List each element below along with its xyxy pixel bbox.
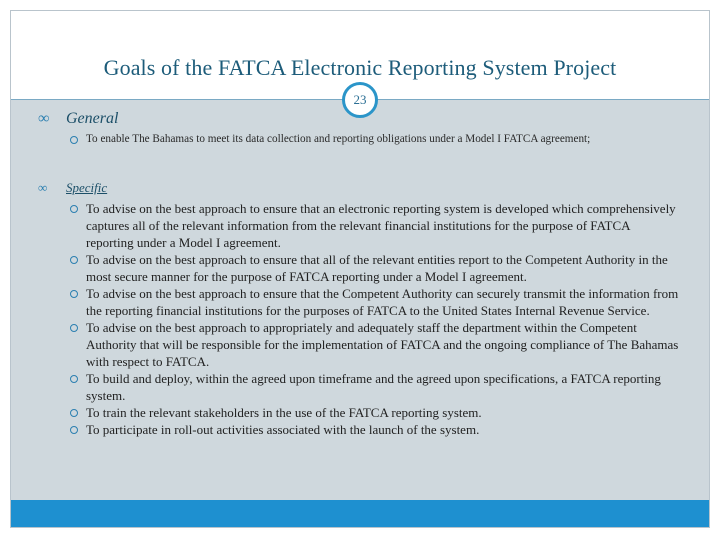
- section-heading-specific: [38, 180, 108, 196]
- list-item: [70, 319, 680, 370]
- ring-bullet-icon: [70, 426, 78, 434]
- ring-bullet-icon: [70, 409, 78, 417]
- list-item-text: To build and deploy, within the agreed upon timeframe and the agreed upon specifications, a FATCA reporting system.: [86, 371, 661, 403]
- list-item-text: To advise on the best approach to ensure that an electronic reporting system is developed which comprehensively captures all of the relevant information from the relevant financial institutions for the purpose of FATCA reporting under a Model I agreement.: [86, 201, 676, 250]
- list-item-text: To train the relevant stakeholders in the use of the FATCA reporting system.: [86, 405, 482, 420]
- bullet-icon: ∞: [38, 180, 48, 195]
- section-heading-text: Specific: [66, 180, 108, 195]
- footer-bar: [11, 500, 709, 527]
- slide-title: Goals of the FATCA Electronic Reporting System Project: [103, 55, 617, 80]
- list-item-text: To enable The Bahamas to meet its data collection and reporting obligations under a Model I FATCA agreement;: [86, 133, 591, 145]
- page-number-badge: 23: [342, 82, 378, 118]
- list-item: [70, 285, 680, 319]
- list-item-text: To advise on the best approach to ensure that all of the relevant entities report to the Competent Authority in the most secure manner for the purpose of FATCA reporting under a Model I agreement.: [86, 252, 668, 284]
- ring-bullet-icon: [70, 136, 78, 144]
- list-item-text: To advise on the best approach to appropriately and adequately staff the department within the Competent Authority that will be responsible for the implementation of FATCA and the ongoing compliance of The Bahamas with respect to FATCA.: [86, 320, 679, 369]
- list-item: [70, 421, 680, 438]
- general-list: [70, 132, 680, 147]
- ring-bullet-icon: [70, 375, 78, 383]
- list-item-text: To advise on the best approach to ensure that the Competent Authority can securely transmit the information from the reporting financial institutions for the purposes of FATCA to the United States Internal Revenue Service.: [86, 286, 679, 318]
- list-item: [70, 200, 680, 251]
- list-item: [70, 251, 680, 285]
- bullet-icon: ∞: [38, 110, 50, 127]
- list-item-text: To participate in roll-out activities associated with the launch of the system.: [86, 422, 480, 437]
- ring-bullet-icon: [70, 324, 78, 332]
- list-item: [70, 132, 680, 147]
- list-item: [70, 404, 680, 421]
- section-heading-general: [38, 110, 119, 128]
- list-item: [70, 370, 680, 404]
- ring-bullet-icon: [70, 256, 78, 264]
- section-heading-text: General: [66, 110, 119, 127]
- ring-bullet-icon: [70, 205, 78, 213]
- ring-bullet-icon: [70, 290, 78, 298]
- specific-list: [70, 200, 680, 438]
